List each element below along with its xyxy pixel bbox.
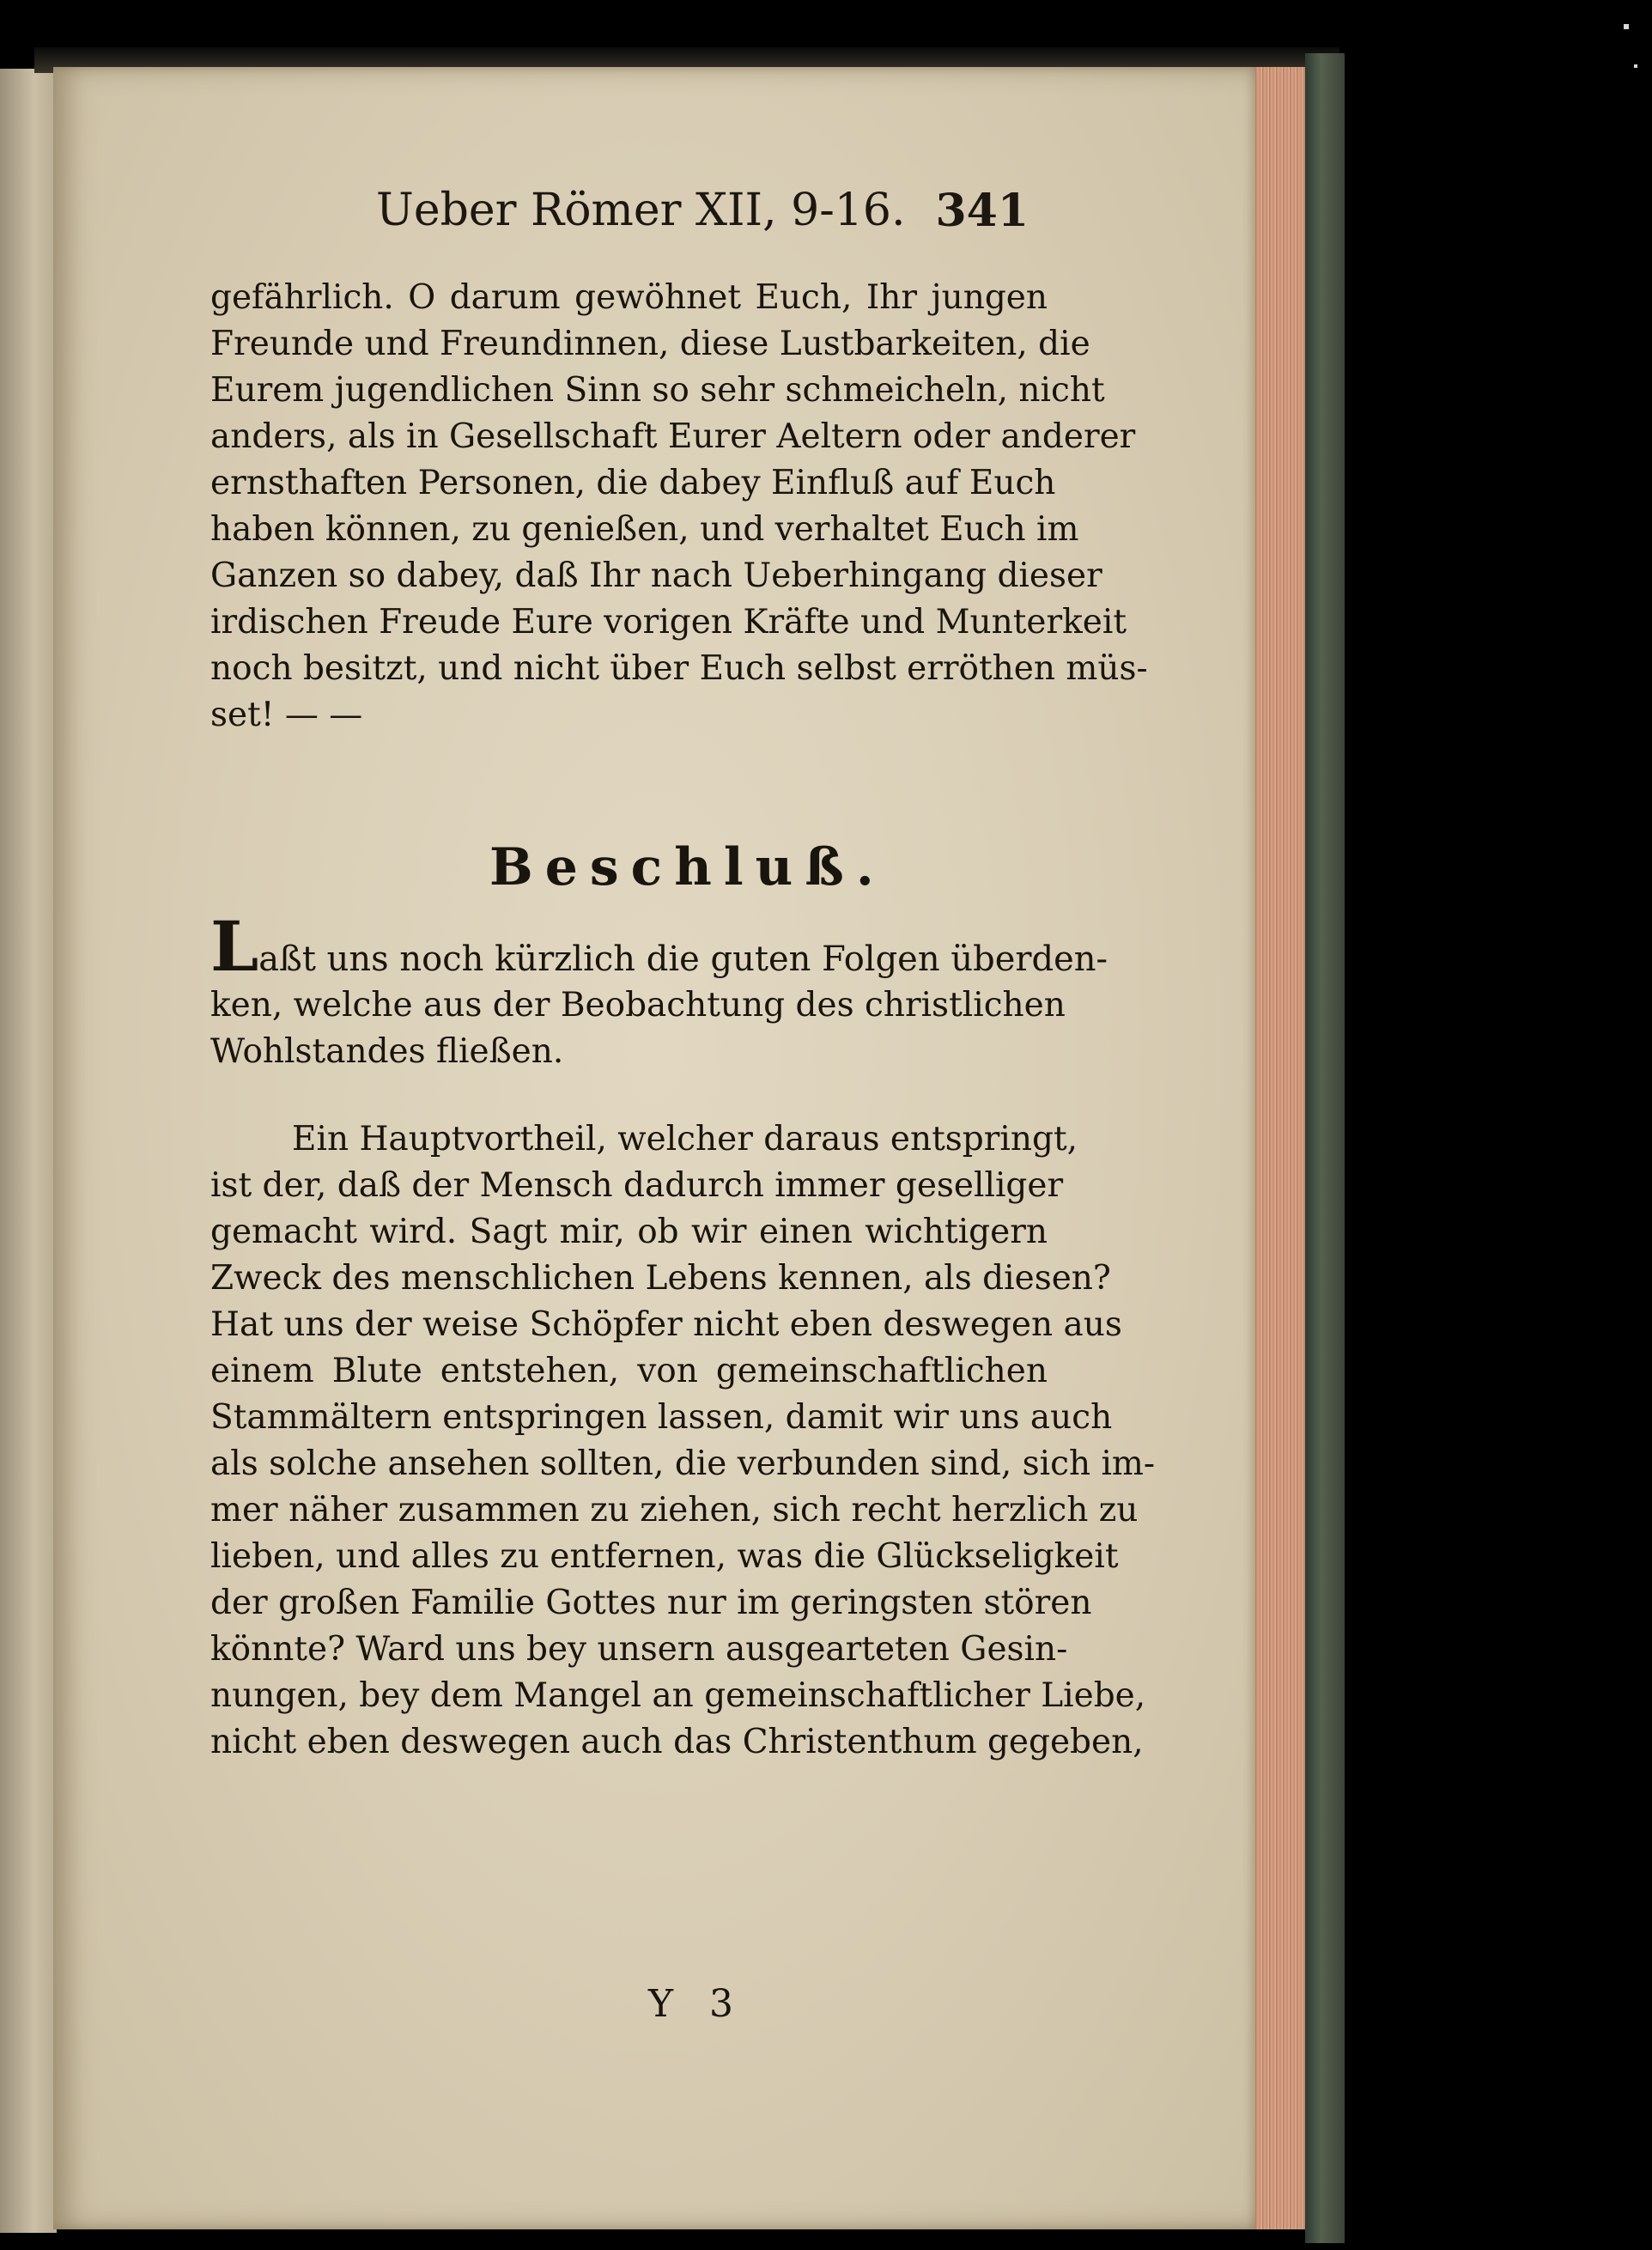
text-line: Eurem jugendlichen Sinn so sehr schmeicheln, nicht	[210, 371, 1105, 410]
text-line: noch besitzt, und nicht über Euch selbst erröthen müs-	[210, 649, 1148, 688]
text-line: nicht eben deswegen auch das Christenthum gegeben,	[210, 1723, 1144, 1761]
text-line: anders, als in Gesellschaft Eurer Aeltern oder anderer	[210, 417, 1136, 456]
scan-marker	[1624, 24, 1629, 29]
text-line: irdischen Freude Eure vorigen Kräfte und Munterkeit	[210, 603, 1127, 642]
text-line: gemacht wird. Sagt mir, ob wir einen wichtigern	[210, 1213, 1048, 1251]
text-line: set! — —	[210, 696, 363, 734]
text-line: ernsthaften Personen, die dabey Einfluß auf Euch	[210, 464, 1056, 502]
text-line: nungen, bey dem Mangel an gemeinschaftlicher Liebe,	[210, 1676, 1146, 1715]
text-line: lieben, und alles zu entfernen, was die Glückseligkeit	[210, 1537, 1119, 1576]
text-line-rest: aßt uns noch kürzlich die guten Folgen überden-	[258, 940, 1108, 979]
text-line: Zweck des menschlichen Lebens kennen, als diesen?	[210, 1259, 1111, 1298]
intro-paragraph	[210, 906, 1108, 1075]
signature-mark: Y 3	[648, 1982, 746, 2026]
book-board	[1305, 53, 1345, 2243]
text-line: Ein Hauptvortheil, welcher daraus entspringt,	[292, 1120, 1078, 1158]
text-line: Ganzen so dabey, daß Ihr nach Ueberhingang dieser	[210, 556, 1102, 595]
text-line: mer näher zusammen zu ziehen, sich recht herzlich zu	[210, 1491, 1139, 1529]
page-number: 341	[935, 185, 1029, 237]
top-paragraph	[210, 275, 1148, 739]
text-line: gefährlich. O darum gewöhnet Euch, Ihr jungen	[210, 278, 1048, 317]
scan-marker	[1634, 64, 1637, 68]
main-paragraph	[210, 1116, 1156, 1766]
text-line: ken, welche aus der Beobachtung des christlichen	[210, 986, 1066, 1025]
text-line: Stammältern entspringen lassen, damit wir uns auch	[210, 1398, 1113, 1437]
left-page-fragment	[0, 69, 57, 2233]
text-line: Wohlstandes fließen.	[210, 1032, 564, 1071]
text-line: haben können, zu genießen, und verhaltet Euch im	[210, 510, 1079, 549]
text-line: Freunde und Freundinnen, diese Lustbarkeiten, die	[210, 325, 1090, 363]
text-line: als solche ansehen sollten, die verbunden sind, sich im-	[210, 1444, 1156, 1483]
text-line: einem Blute entstehen, von gemeinschaftlichen	[210, 1352, 1048, 1390]
text-line: ist der, daß der Mensch dadurch immer geselliger	[210, 1166, 1064, 1205]
text-line: Hat uns der weise Schöpfer nicht eben deswegen aus	[210, 1305, 1122, 1344]
text-line	[210, 906, 1108, 987]
page-edges	[1255, 67, 1307, 2229]
drop-cap: L	[210, 906, 259, 987]
running-head	[376, 185, 1029, 245]
text-line: könnte? Ward uns bey unsern ausgearteten Gesin-	[210, 1630, 1068, 1669]
running-head-title: Ueber Römer XII, 9-16.	[376, 185, 906, 236]
text-line: der großen Familie Gottes nur im geringsten stören	[210, 1584, 1092, 1622]
section-heading: Beschluß.	[489, 837, 886, 897]
